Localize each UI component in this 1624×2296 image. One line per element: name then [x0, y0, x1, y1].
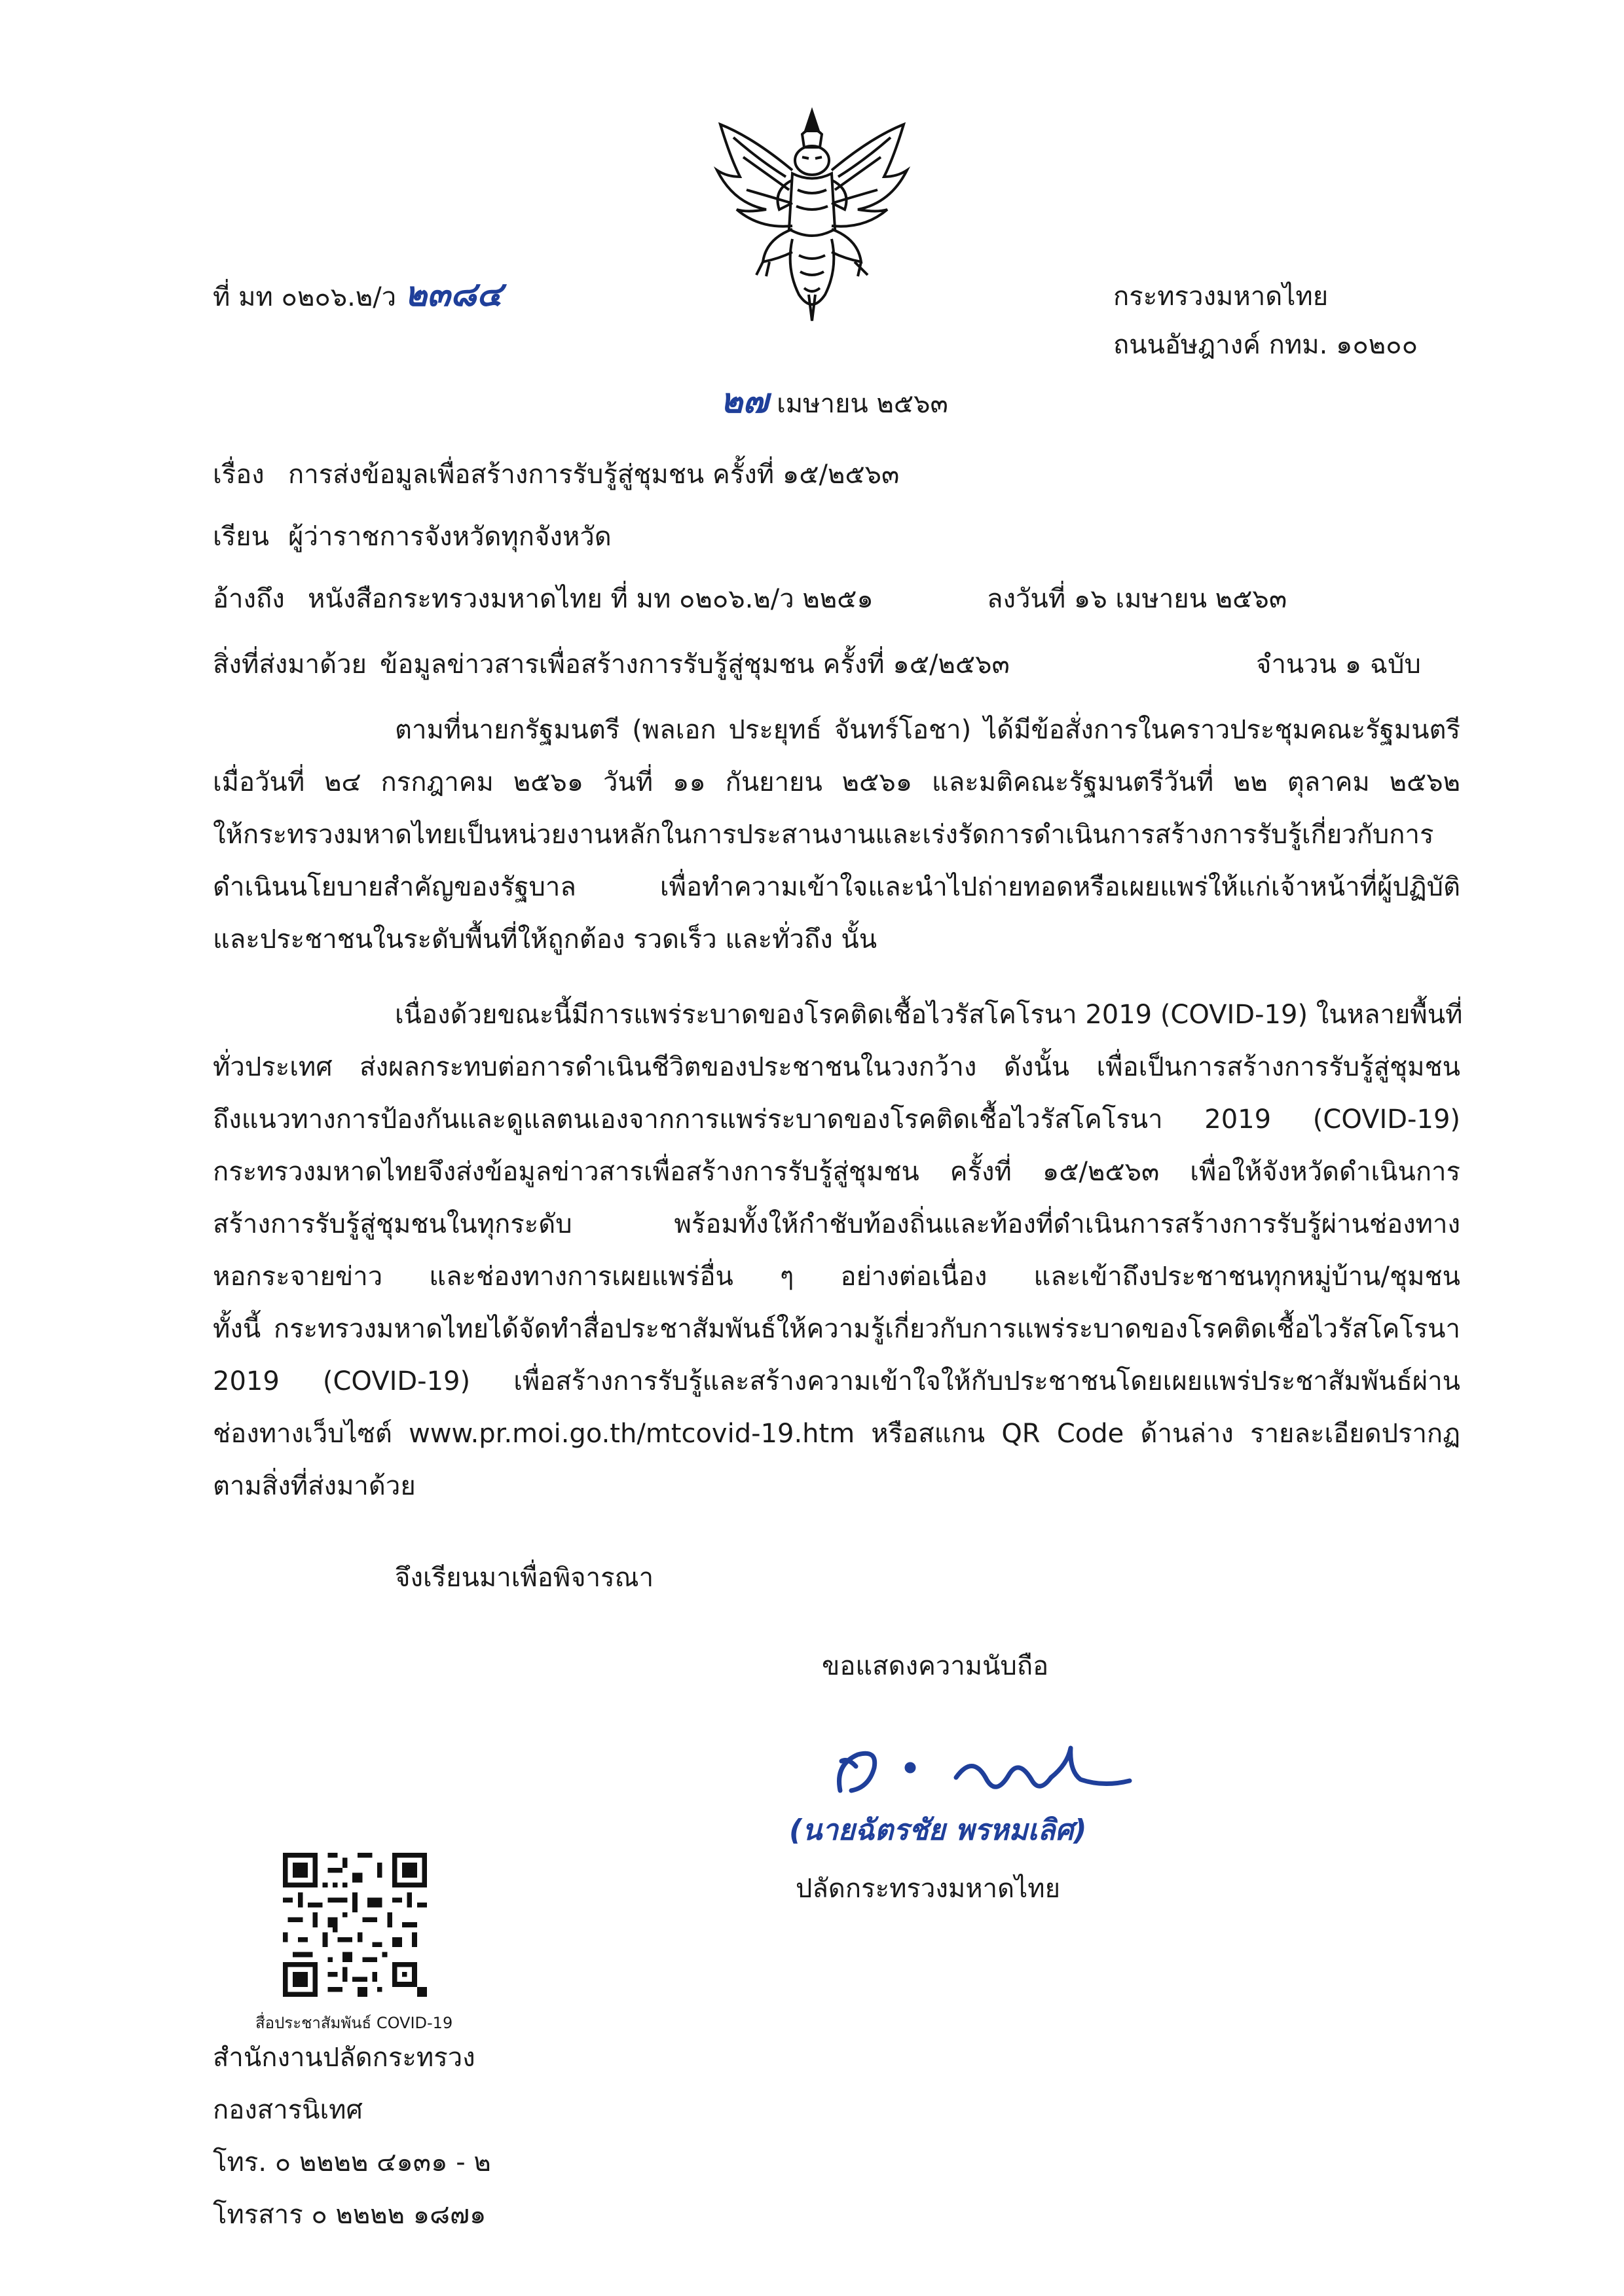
body-paragraph-2: [213, 989, 1463, 1512]
reference-line: [213, 583, 874, 615]
signatory-name: (นายฉัตรชัย พรหมเลิศ): [789, 1813, 1087, 1847]
garuda-emblem-icon: [694, 98, 930, 334]
ministry-name: กระทรวงมหาดไทย: [1113, 282, 1329, 312]
enclosure-label: สิ่งที่ส่งมาด้วย: [213, 649, 367, 680]
document-number-prefix: ที่ มท ๐๒๐๖.๒/ว: [213, 282, 397, 312]
body-paragraph-1: [213, 704, 1460, 966]
ministry-address: ถนนอัษฎางค์ กทม. ๑๐๒๐๐: [1113, 330, 1418, 360]
letter-date-month-year: เมษายน ๒๕๖๓: [777, 389, 948, 419]
paragraph-line: ทั้งนี้ กระทรวงมหาดไทยได้จัดทำสื่อประชาสัมพันธ์ให้ความรู้เกี่ยวกับการแพร่ระบาดของโรคติดเชื้อไวรัสโคโรนา: [213, 1314, 1460, 1344]
recipient-line: [213, 520, 612, 553]
footer-phone: โทร. ๐ ๒๒๒๒ ๔๑๓๑ - ๒: [213, 2147, 491, 2178]
recipient-label: เรียน: [213, 522, 269, 552]
footer-fax: โทรสาร ๐ ๒๒๒๒ ๑๘๗๑: [213, 2200, 487, 2230]
signatory-position: ปลัดกระทรวงมหาดไทย: [796, 1874, 1061, 1904]
document-number-handwritten: ๒๓๘๔: [404, 275, 503, 314]
paragraph-line: สร้างการรับรู้สู่ชุมชนในทุกระดับ พร้อมทั้งให้กำชับท้องถิ่นและท้องที่ดำเนินการสร้างการรับรู้ผ่านช่องทาง: [213, 1209, 1460, 1239]
qr-code[interactable]: [283, 1853, 427, 1997]
handwritten-signature: [822, 1728, 1149, 1813]
enclosure-count: จำนวน ๑ ฉบับ: [1256, 649, 1421, 680]
enclosure-line: [213, 648, 1010, 681]
closing-respect: ขอแสดงความนับถือ: [822, 1651, 1049, 1681]
reference-label: อ้างถึง: [213, 584, 285, 614]
recipient-text: ผู้ว่าราชการจังหวัดทุกจังหวัด: [288, 522, 612, 552]
enclosure-text: ข้อมูลข่าวสารเพื่อสร้างการรับรู้สู่ชุมชน ครั้งที่ ๑๕/๒๕๖๓: [380, 649, 1010, 680]
paragraph-line: และประชาชนในระดับพื้นที่ให้ถูกต้อง รวดเร็ว และทั่วถึง นั้น: [213, 924, 877, 955]
paragraph-line: ดำเนินนโยบายสำคัญของรัฐบาล เพื่อทำความเข้าใจและนำไปถ่ายทอดหรือเผยแพร่ให้แก่เจ้าหน้าที่ผู้ปฏิบัติ: [213, 872, 1460, 902]
letter-date: [720, 382, 948, 421]
letter-date-handwritten-day: ๒๗: [720, 382, 769, 421]
reference-text: หนังสือกระทรวงมหาดไทย ที่ มท ๐๒๐๖.๒/ว ๒๒๕๑: [308, 584, 874, 614]
paragraph-line: ถึงแนวทางการป้องกันและดูแลตนเองจากการแพร่ระบาดของโรคติดเชื้อไวรัสโคโรนา 2019 (COVID-19): [213, 1104, 1460, 1135]
paragraph-line: 2019 (COVID-19) เพื่อสร้างการรับรู้และสร้างความเข้าใจให้กับประชาชนโดยเผยแพร่ประชาสัมพันธ์ผ่าน: [213, 1366, 1460, 1396]
qr-caption: สื่อประชาสัมพันธ์ COVID-19: [255, 2014, 453, 2032]
paragraph-line: กระทรวงมหาดไทยจึงส่งข้อมูลข่าวสารเพื่อสร้างการรับรู้สู่ชุมชน ครั้งที่ ๑๕/๒๕๖๓ เพื่อให้จังหวัดดำเนินการ: [213, 1157, 1460, 1187]
footer-division: กองสารนิเทศ: [213, 2095, 363, 2125]
paragraph-line: เมื่อวันที่ ๒๔ กรกฎาคม ๒๕๖๑ วันที่ ๑๑ กันยายน ๒๕๖๑ และมติคณะรัฐมนตรีวันที่ ๒๒ ตุลาคม ๒๕๖๒: [213, 767, 1460, 797]
paragraph-line: ให้กระทรวงมหาดไทยเป็นหน่วยงานหลักในการประสานงานและเร่งรัดการดำเนินการสร้างการรับรู้เกี่ยวกับการ: [213, 820, 1434, 850]
paragraph-line: ตามสิ่งที่ส่งมาด้วย: [213, 1471, 416, 1501]
footer-office: สำนักงานปลัดกระทรวง: [213, 2043, 475, 2073]
closing-request: จึงเรียนมาเพื่อพิจารณา: [395, 1563, 654, 1593]
paragraph-line: ช่องทางเว็บไซต์ www.pr.moi.go.th/mtcovid-19.htm หรือสแกน QR Code ด้านล่าง รายละเอียดปรากฏ: [213, 1419, 1460, 1449]
paragraph-line: ทั่วประเทศ ส่งผลกระทบต่อการดำเนินชีวิตของประชาชนในวงกว้าง ดังนั้น เพื่อเป็นการสร้างการรับรู้สู่ชุมชน: [213, 1052, 1460, 1082]
reference-date: ลงวันที่ ๑๖ เมษายน ๒๕๖๓: [987, 584, 1287, 614]
subject-text: การส่งข้อมูลเพื่อสร้างการรับรู้สู่ชุมชน ครั้งที่ ๑๕/๒๕๖๓: [288, 460, 900, 490]
paragraph-line: ตามที่นายกรัฐมนตรี (พลเอก ประยุทธ์ จันทร์โอชา) ได้มีข้อสั่งการในคราวประชุมคณะรัฐมนตรี: [395, 715, 1460, 745]
paragraph-line: เนื่องด้วยขณะนี้มีการแพร่ระบาดของโรคติดเชื้อไวรัสโคโรนา 2019 (COVID-19) ในหลายพื้นที่: [395, 1000, 1463, 1030]
subject-label: เรื่อง: [213, 460, 265, 490]
subject-line: [213, 458, 899, 491]
document-number: [213, 275, 503, 314]
paragraph-line: หอกระจายข่าว และช่องทางการเผยแพร่อื่น ๆ อย่างต่อเนื่อง และเข้าถึงประชาชนทุกหมู่บ้าน/ชุมชน: [213, 1262, 1460, 1292]
